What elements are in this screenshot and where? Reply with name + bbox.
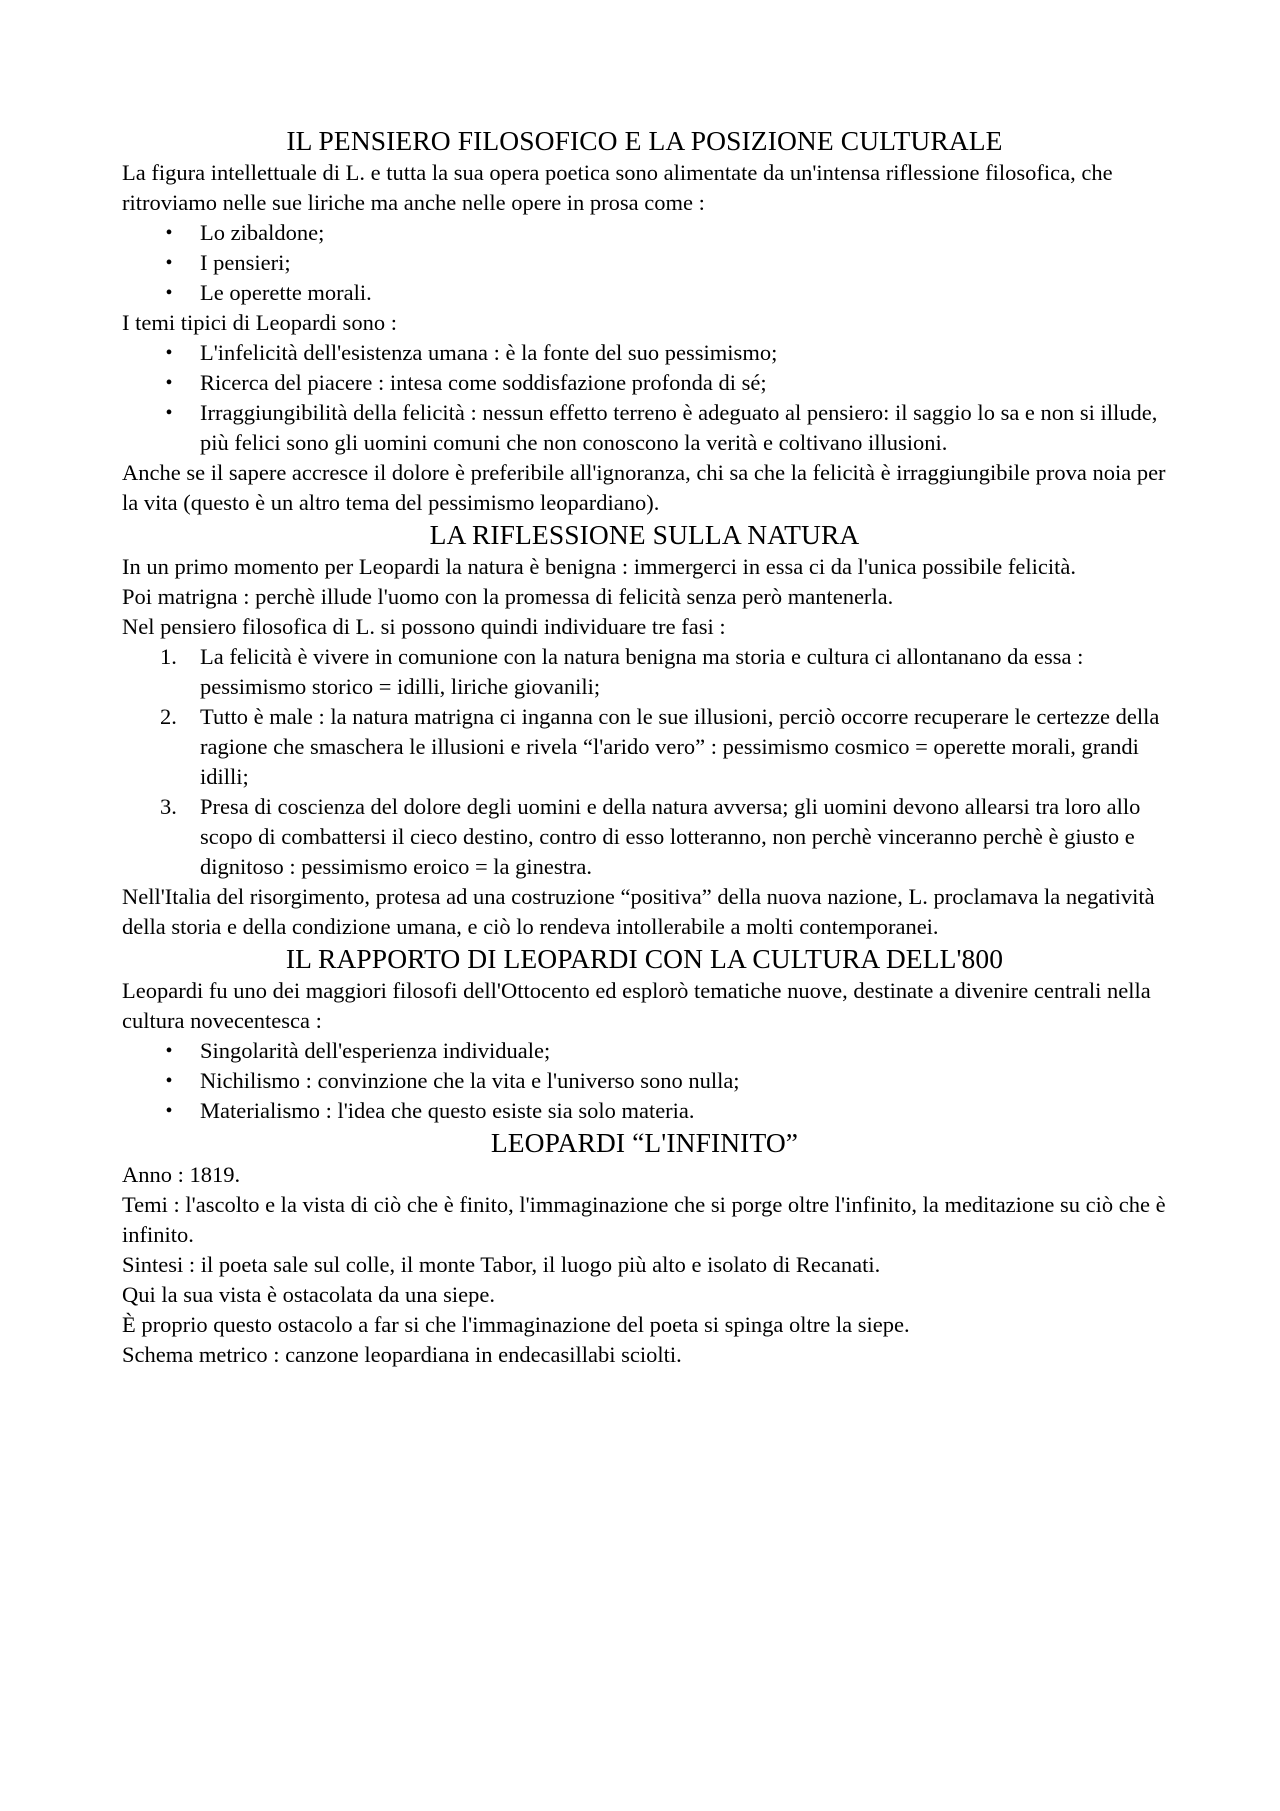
list-item: 3. Presa di coscienza del dolore degli uomini e della natura avversa; gli uomini devono allearsi tra loro allo scopo di combattersi il cieco destino, contro di esso lotteranno, non perchè vinceranno perchè è giusto e dignitoso : pessimismo eroico = la ginestra. [160,794,1141,879]
paragraph-natura-2: Poi matrigna : perchè illude l'uomo con la promessa di felicità senza però mantenerla. [122,584,894,609]
section-title-cultura: IL RAPPORTO DI LEOPARDI CON LA CULTURA DELL'800 [285,943,1004,974]
list-item: 1. La felicità è vivere in comunione con la natura benigna ma storia e cultura ci allontanano da essa : pessimismo storico = idilli, liriche giovanili; [160,644,1084,699]
paragraph-ostacolo: È proprio questo ostacolo a far si che l'immaginazione del poeta si spinga oltre la siepe. [122,1312,910,1337]
bullet-icon: • [165,1040,173,1062]
bullet-icon: • [165,1100,173,1122]
paragraph-outro: Anche se il sapere accresce il dolore è preferibile all'ignoranza, chi sa che la felicità è irraggiungibile prova noia per la vita (questo è un altro tema del pessimismo leopardiano). [122,460,1166,515]
list-item: • Materialismo : l'idea che questo esiste sia solo materia. [122,1096,1167,1126]
bullet-icon: • [165,252,173,274]
bullet-icon: • [165,342,173,364]
list-item: • Singolarità dell'esperienza individuale; [122,1036,1167,1066]
bullet-icon: • [165,282,173,304]
phases-list [122,642,1167,882]
bullet-icon: • [165,1070,173,1092]
cultura-list [122,1036,1167,1126]
list-item: • L'infelicità dell'esistenza umana : è la fonte del suo pessimismo; [122,338,1167,368]
paragraph-natura-3: Nel pensiero filosofica di L. si possono quindi individuare tre fasi : [122,614,726,639]
list-item: • Lo zibaldone; [122,218,1167,248]
paragraph-cultura-intro: Leopardi fu uno dei maggiori filosofi dell'Ottocento ed esplorò tematiche nuove, destinate a divenire centrali nella cultura novecentesca : [122,978,1151,1033]
document-body [122,124,1167,1370]
paragraph-anno: Anno : 1819. [122,1162,241,1187]
bullet-icon: • [165,372,173,394]
section-title-pensiero: IL PENSIERO FILOSOFICO E LA POSIZIONE CULTURALE [286,125,1003,156]
bullet-icon: • [165,222,173,244]
paragraph-temi: Temi : l'ascolto e la vista di ciò che è finito, l'immaginazione che si porge oltre l'infinito, la meditazione su ciò che è infinito. [122,1192,1166,1247]
paragraph-intro: La figura intellettuale di L. e tutta la sua opera poetica sono alimentate da un'intensa riflessione filosofica, che ritroviamo nelle sue liriche ma anche nelle opere in prosa come : [122,160,1113,215]
list-item: • Le operette morali. [122,278,1167,308]
list-item: • Ricerca del piacere : intesa come soddisfazione profonda di sé; [122,368,1167,398]
themes-list [122,338,1167,458]
list-item: 2. Tutto è male : la natura matrigna ci inganna con le sue illusioni, perciò occorre recuperare le certezze della ragione che smaschera le illusioni e rivela “l'arido vero” : pessimismo cosmico = operette morali, grandi idilli; [160,704,1160,789]
paragraph-natura-outro: Nell'Italia del risorgimento, protesa ad una costruzione “positiva” della nuova nazione, L. proclamava la negatività della storia e della condizione umana, e ciò lo rendeva intollerabile a molti contemporanei. [122,884,1155,939]
bullet-icon: • [165,402,173,424]
list-item: • Irraggiungibilità della felicità : nessun effetto terreno è adeguato al pensiero: il saggio lo sa e non si illude, più felici sono gli uomini comuni che non conoscono la verità e coltivano illusioni. [122,398,1167,458]
paragraph-siepe: Qui la sua vista è ostacolata da una siepe. [122,1282,495,1307]
list-item: • I pensieri; [122,248,1167,278]
paragraph-natura-1: In un primo momento per Leopardi la natura è benigna : immergerci in essa ci da l'unica possibile felicità. [122,554,1076,579]
paragraph-sintesi: Sintesi : il poeta sale sul colle, il monte Tabor, il luogo più alto e isolato di Recanati. [122,1252,881,1277]
list-item: • Nichilismo : convinzione che la vita e l'universo sono nulla; [122,1066,1167,1096]
works-list [122,218,1167,308]
section-title-natura: LA RIFLESSIONE SULLA NATURA [429,519,860,550]
section-title-infinito: LEOPARDI “L'INFINITO” [490,1127,799,1158]
paragraph-schema: Schema metrico : canzone leopardiana in endecasillabi sciolti. [122,1342,682,1367]
paragraph-themes-intro: I temi tipici di Leopardi sono : [122,310,397,335]
